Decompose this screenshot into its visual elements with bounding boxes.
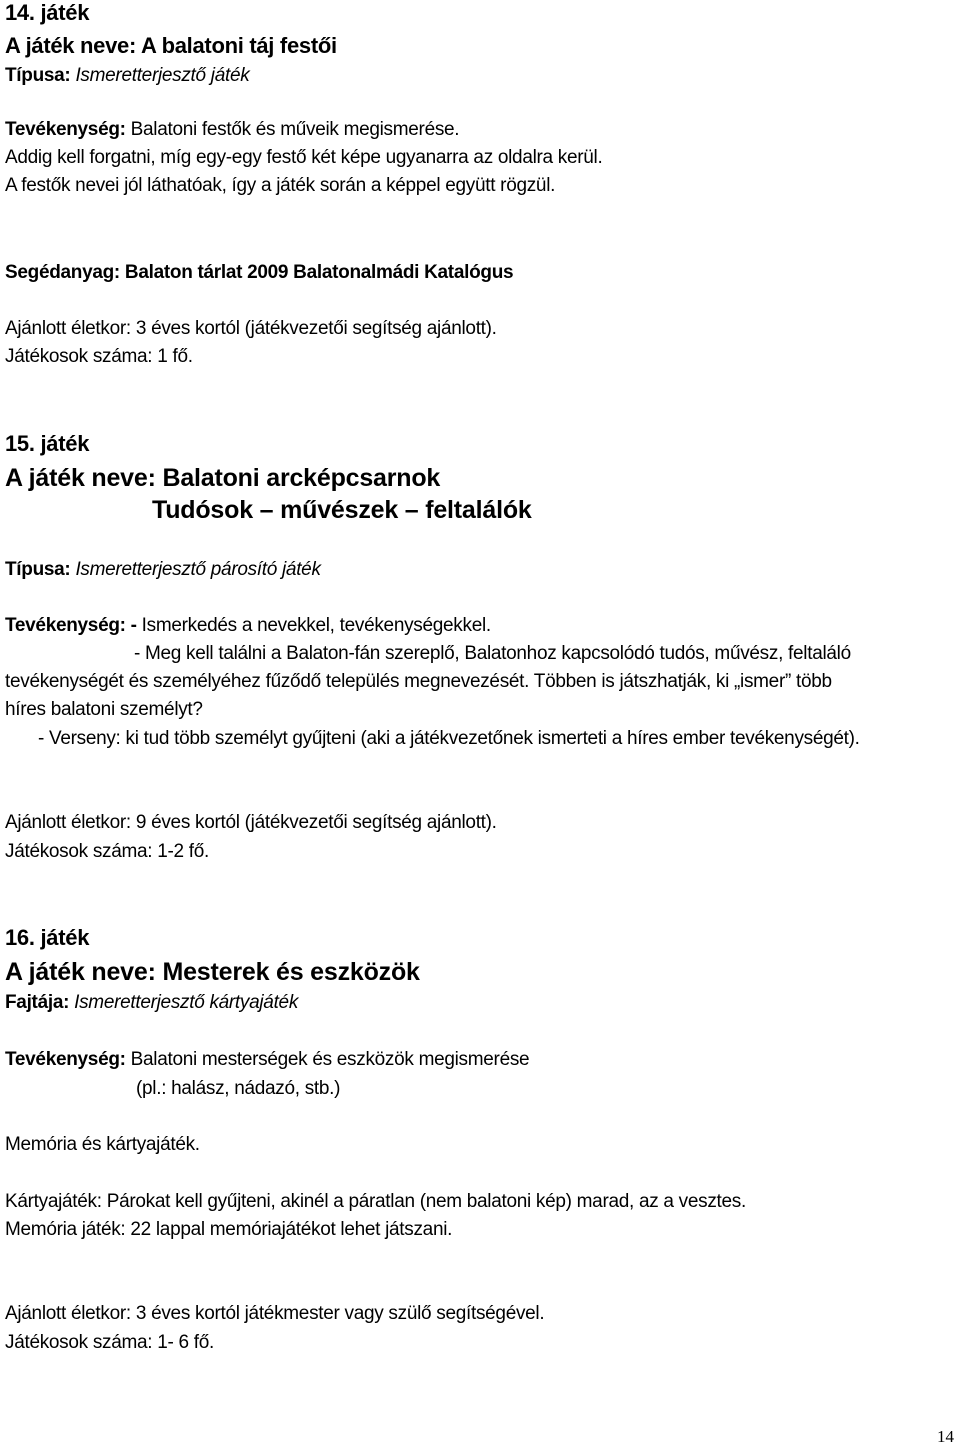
game16-type-value: Ismeretterjesztő kártyajáték — [74, 992, 299, 1013]
game15-type-value: Ismeretterjesztő párosító játék — [75, 559, 321, 580]
game14-age: Ajánlott életkor: 3 éves kortól (játékvezetői segítség ajánlott). — [5, 318, 497, 339]
game15-subtitle: Tudósok – művészek – feltalálók — [152, 496, 532, 524]
game16-activity — [5, 1048, 529, 1072]
game16-activity-label: Tevékenység: — [5, 1049, 126, 1070]
game14-name-label: A játék neve: — [5, 33, 137, 58]
game16-memory: Memória és kártyajáték. — [5, 1134, 200, 1155]
game16-number: 16. játék — [5, 925, 90, 950]
game14-players: Játékosok száma: 1 fő. — [5, 346, 193, 367]
game15-activity-label: Tevékenység: - — [5, 615, 137, 636]
page-number: 14 — [937, 1427, 954, 1446]
game15-activity-value: Ismerkedés a nevekkel, tevékenységekkel. — [141, 615, 491, 636]
game14-title — [5, 33, 337, 59]
game15-name: Balatoni arcképcsarnok — [162, 464, 441, 492]
game16-name: Mesterek és eszközök — [162, 958, 420, 986]
game14-line3: A festők nevei jól láthatóak, így a játék során a képpel együtt rögzül. — [5, 175, 556, 196]
game15-type-label: Típusa: — [5, 559, 71, 580]
game14-line2: Addig kell forgatni, míg egy-egy festő két képe ugyanarra az oldalra kerül. — [5, 147, 603, 168]
game15-desc3: híres balatoni személyt? — [5, 699, 203, 720]
game16-card: Kártyajáték: Párokat kell gyűjteni, akinél a páratlan (nem balatoni kép) marad, az a vesztes. — [5, 1191, 746, 1212]
game15-type — [5, 558, 321, 582]
game14-type-value: Ismeretterjesztő játék — [75, 65, 250, 86]
game16-memorygame: Memória játék: 22 lappal memóriajátékot lehet játszani. — [5, 1219, 453, 1240]
game15-activity — [5, 614, 491, 638]
game14-activity-label: Tevékenység: — [5, 119, 126, 140]
game15-desc1: - Meg kell találni a Balaton-fán szereplő, Balatonhoz kapcsolódó tudós, művész, feltaláló — [134, 643, 851, 664]
game15-desc2: tevékenységét és személyéhez fűződő település megnevezését. Többen is játszhatják, ki „ismer” több — [5, 671, 832, 692]
game16-activity-value: Balatoni mesterségek és eszközök megismerése — [130, 1049, 530, 1070]
game16-players: Játékosok száma: 1- 6 fő. — [5, 1332, 214, 1353]
game16-activity2: (pl.: halász, nádazó, stb.) — [136, 1078, 341, 1099]
game16-age: Ajánlott életkor: 3 éves kortól játékmester vagy szülő segítségével. — [5, 1303, 545, 1324]
game16-type — [5, 991, 298, 1015]
game16-type-label: Fajtája: — [5, 992, 70, 1013]
game15-desc4: - Verseny: ki tud több személyt gyűjteni (aki a játékvezetőnek ismerteti a híres ember tevékenységét). — [38, 728, 860, 749]
game16-title — [5, 957, 420, 987]
game15-title — [5, 463, 440, 493]
game14-number: 14. játék — [5, 0, 90, 25]
game14-type — [5, 64, 249, 88]
game14-activity-value: Balatoni festők és műveik megismerése. — [130, 119, 460, 140]
game15-age: Ajánlott életkor: 9 éves kortól (játékvezetői segítség ajánlott). — [5, 812, 497, 833]
game16-name-label: A játék neve: — [5, 958, 156, 986]
game14-activity — [5, 118, 459, 142]
game14-type-label: Típusa: — [5, 65, 71, 86]
game15-name-label: A játék neve: — [5, 464, 156, 492]
game14-aid: Segédanyag: Balaton tárlat 2009 Balatonalmádi Katalógus — [5, 262, 514, 283]
game15-players: Játékosok száma: 1-2 fő. — [5, 841, 210, 862]
game15-number: 15. játék — [5, 431, 90, 456]
game14-name: A balatoni táj festői — [141, 33, 337, 58]
